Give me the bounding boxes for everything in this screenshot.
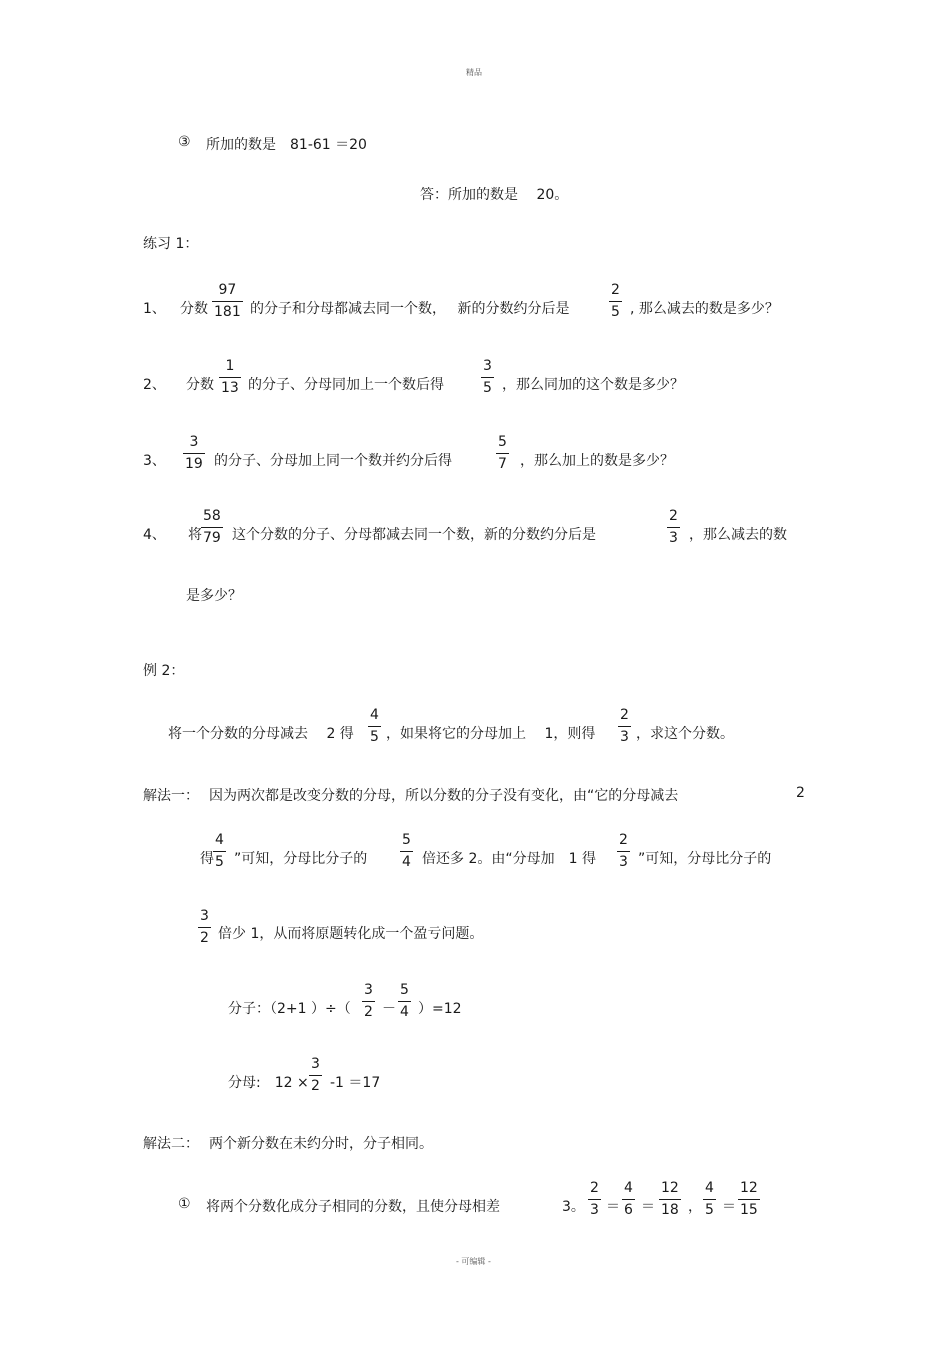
solution2-step1-label: ① (178, 1196, 191, 1212)
solution1-numerator-a: 分子：（2+1 ）÷（ (228, 1001, 351, 1017)
solution1-denominator-a: 分母: 12 × (228, 1075, 309, 1091)
fraction-bar (212, 301, 243, 302)
fraction-denominator: 4 (400, 1004, 409, 1020)
practice-item-1-text-b: 的分子和分母都减去同一个数， 新的分数约分后是 (250, 301, 570, 317)
ex1-step3-label: ③ (178, 134, 191, 150)
fraction-denominator: 5 (611, 304, 620, 320)
fraction-bar (622, 1199, 635, 1200)
fraction-denominator: 18 (661, 1202, 679, 1218)
practice-item-3-fraction-b (496, 434, 509, 472)
fraction-denominator: 3 (590, 1202, 599, 1218)
ex1-step3-text: 所加的数是 81-61 ＝20 (206, 137, 367, 153)
fraction-bar (198, 927, 211, 928)
solution2-equals-3: ＝ (722, 1199, 736, 1215)
solution2-fraction-3 (659, 1180, 681, 1218)
example2-prompt-c: ，求这个分数。 (636, 726, 734, 742)
solution1-numerator-b: ）=12 (418, 1001, 462, 1017)
solution2-equals-2: ＝ (641, 1199, 655, 1215)
solution1-line2-fraction-a (213, 832, 226, 870)
fraction-numerator: 5 (498, 434, 507, 450)
practice-item-2-text-c: ，那么同加的这个数是多少？ (502, 377, 684, 393)
practice-item-4-number: 4、 (143, 527, 166, 543)
practice-item-4-fraction-a (201, 508, 223, 546)
fraction-bar (618, 726, 631, 727)
fraction-denominator: 15 (740, 1202, 758, 1218)
fraction-numerator: 2 (669, 508, 678, 524)
solution1-line2-a: 得 (200, 851, 214, 867)
fraction-numerator: 2 (590, 1180, 599, 1196)
solution1-label: 解法一： (143, 788, 199, 804)
fraction-numerator: 3 (364, 982, 373, 998)
fraction-denominator: 79 (203, 530, 221, 546)
fraction-denominator: 2 (311, 1078, 320, 1094)
practice-item-3-fraction-a (183, 434, 205, 472)
fraction-numerator: 3 (189, 434, 199, 450)
fraction-bar (368, 726, 381, 727)
solution1-line2-fraction-b (400, 832, 413, 870)
fraction-numerator: 2 (611, 282, 620, 298)
practice-item-2-fraction-b (481, 358, 494, 396)
practice-item-4-text-a: 将 (188, 527, 202, 543)
solution1-numerator-minus: － (382, 1001, 396, 1017)
fraction-bar (362, 1001, 375, 1002)
practice-item-3-text-c: ，那么加上的数是多少？ (520, 453, 674, 469)
fraction-numerator: 2 (620, 707, 629, 723)
fraction-numerator: 3 (200, 908, 209, 924)
fraction-bar (219, 377, 241, 378)
fraction-numerator: 4 (370, 707, 379, 723)
practice-item-2-text-a: 分数 (186, 377, 214, 393)
example2-prompt-b: ，如果将它的分母加上 1，则得 (386, 726, 596, 742)
solution1-numerator-fraction-b (398, 982, 411, 1020)
practice-item-1-text-c: , 那么减去的数是多少？ (630, 301, 779, 317)
example2-fraction-b (618, 707, 631, 745)
solution1-line1: 因为两次都是改变分数的分母，所以分数的分子没有变化，由“它的分母减去 (209, 788, 679, 804)
fraction-denominator: 13 (221, 380, 239, 396)
fraction-bar (183, 453, 205, 454)
solution2-text: 两个新分数在未约分时，分子相同。 (209, 1136, 433, 1152)
fraction-numerator: 1 (225, 358, 235, 374)
fraction-bar (309, 1075, 322, 1076)
fraction-bar (481, 377, 494, 378)
solution2-step1-text: 将两个分数化成分子相同的分数，且使分母相差 (206, 1199, 500, 1215)
solution2-separator: ， (688, 1199, 702, 1215)
example2-fraction-a (368, 707, 381, 745)
solution1-line2-b: ”可知，分母比分子的 (234, 851, 368, 867)
fraction-denominator: 5 (370, 729, 379, 745)
practice-item-4-continuation: 是多少？ (186, 588, 242, 604)
fraction-denominator: 5 (705, 1202, 714, 1218)
practice-item-1-fraction-a (212, 282, 243, 320)
practice-item-1-text-a: 分数 (180, 301, 208, 317)
solution2-fraction-1 (588, 1180, 601, 1218)
fraction-denominator: 6 (624, 1202, 633, 1218)
fraction-denominator: 3 (619, 854, 628, 870)
fraction-numerator: 4 (705, 1180, 714, 1196)
practice-item-4-fraction-b (667, 508, 680, 546)
fraction-denominator: 3 (620, 729, 629, 745)
fraction-denominator: 4 (402, 854, 411, 870)
solution2-label: 解法二： (143, 1136, 199, 1152)
fraction-numerator: 58 (203, 508, 221, 524)
fraction-numerator: 3 (483, 358, 492, 374)
fraction-denominator: 2 (200, 930, 209, 946)
fraction-bar (617, 851, 630, 852)
practice-item-4-text-b: 这个分数的分子、分母都减去同一个数，新的分数约分后是 (232, 527, 596, 543)
fraction-denominator: 181 (214, 304, 241, 320)
fraction-numerator: 2 (619, 832, 628, 848)
example2-prompt-a: 将一个分数的分母减去 2 得 (168, 726, 354, 742)
fraction-numerator: 12 (740, 1180, 758, 1196)
solution2-equals-1: ＝ (606, 1199, 620, 1215)
practice-item-2-text-b: 的分子、分母同加上一个数后得 (248, 377, 444, 393)
practice-item-2-fraction-a (219, 358, 241, 396)
fraction-bar (738, 1199, 760, 1200)
practice-item-3-text-b: 的分子、分母加上同一个数并约分后得 (214, 453, 452, 469)
fraction-numerator: 5 (400, 982, 409, 998)
solution1-line3-fraction (198, 908, 211, 946)
solution2-step1-text-b: 3。 (562, 1199, 585, 1215)
solution2-fraction-4 (703, 1180, 716, 1218)
fraction-bar (609, 301, 622, 302)
fraction-denominator: 19 (185, 456, 203, 472)
fraction-numerator: 4 (624, 1180, 633, 1196)
solution1-denominator-fraction (309, 1056, 322, 1094)
ex1-answer: 答：所加的数是 20。 (420, 187, 569, 203)
fraction-denominator: 5 (483, 380, 492, 396)
practice-item-2-number: 2、 (143, 377, 166, 393)
page-footer: - 可编辑 - (456, 1257, 491, 1266)
fraction-denominator: 5 (215, 854, 224, 870)
practice-item-4-text-c: ，那么减去的数 (689, 527, 787, 543)
page-header: 精品 (466, 68, 482, 77)
fraction-numerator: 5 (402, 832, 411, 848)
practice-item-1-fraction-b (609, 282, 622, 320)
fraction-denominator: 2 (364, 1004, 373, 1020)
fraction-denominator: 7 (498, 456, 507, 472)
example2-title: 例 2： (143, 663, 185, 679)
solution1-line2-d: ”可知，分母比分子的 (638, 851, 772, 867)
fraction-bar (398, 1001, 411, 1002)
fraction-bar (496, 453, 509, 454)
fraction-numerator: 12 (661, 1180, 679, 1196)
fraction-bar (667, 527, 680, 528)
fraction-bar (659, 1199, 681, 1200)
fraction-numerator: 97 (218, 282, 237, 298)
practice-item-3-number: 3、 (143, 453, 166, 469)
fraction-bar (588, 1199, 601, 1200)
solution1-line2-fraction-c (617, 832, 630, 870)
fraction-numerator: 4 (215, 832, 224, 848)
solution1-denominator-b: -1 ＝17 (330, 1075, 381, 1091)
fraction-bar (213, 851, 226, 852)
solution2-fraction-2 (622, 1180, 635, 1218)
fraction-denominator: 3 (669, 530, 678, 546)
solution1-numerator-fraction-a (362, 982, 375, 1020)
solution1-line3-text: 倍少 1，从而将原题转化成一个盈亏问题。 (218, 926, 484, 942)
solution1-line2-c: 倍还多 2。由“分母加 1 得 (422, 851, 596, 867)
fraction-numerator: 3 (311, 1056, 320, 1072)
solution1-line1-end: 2 (796, 785, 805, 801)
solution2-fraction-5 (738, 1180, 760, 1218)
practice-title: 练习 1： (143, 236, 199, 252)
fraction-bar (201, 527, 223, 528)
fraction-bar (400, 851, 413, 852)
fraction-bar (703, 1199, 716, 1200)
practice-item-1-number: 1、 (143, 301, 166, 317)
